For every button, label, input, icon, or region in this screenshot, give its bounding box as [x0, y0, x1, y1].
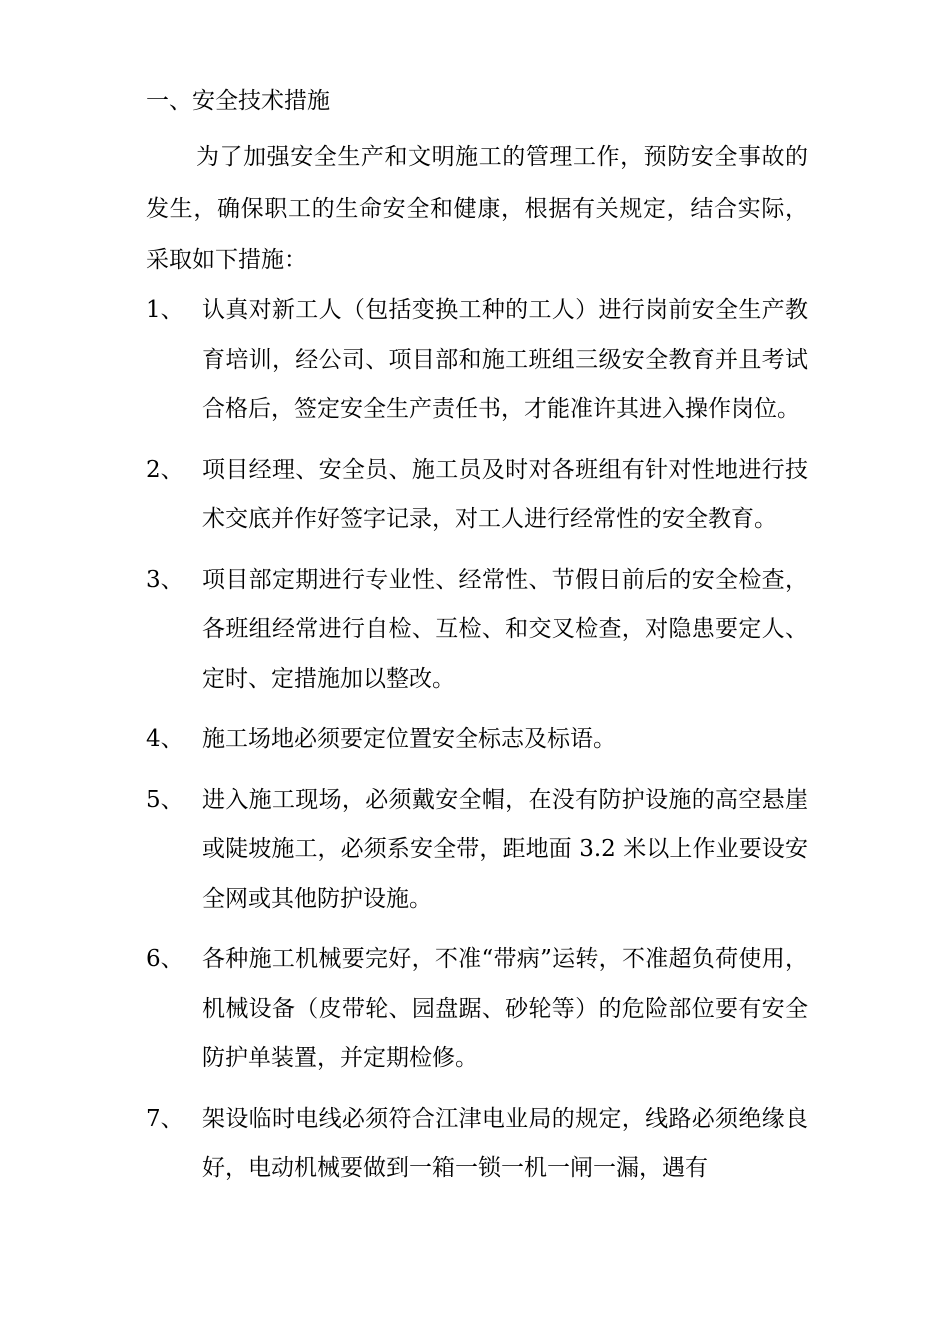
- item-text: 认真对新工人（包括变换工种的工人）进行岗前安全生产教育培训，经公司、项目部和施工班组三级安全教育并且考试合格后，签定安全生产责任书，才能准许其进入操作岗位。: [202, 297, 808, 422]
- item-text: 项目经理、安全员、施工员及时对各班组有针对性地进行技术交底并作好签字记录，对工人进行经常性的安全教育。: [202, 456, 808, 532]
- item-text: 进入施工现场，必须戴安全帽，在没有防护设施的高空悬崖或陡坡施工，必须系安全带，距地面 3.2 米以上作业要设安全网或其他防护设施。: [202, 786, 808, 912]
- item-text: 施工场地必须要定位置安全标志及标语。: [202, 726, 616, 752]
- intro-paragraph: 为了加强安全生产和文明施工的管理工作，预防安全事故的发生，确保职工的生命安全和健康，根据有关规定，结合实际，采取如下措施：: [146, 144, 808, 273]
- list-item: [146, 715, 808, 765]
- item-text: 架设临时电线必须符合江津电业局的规定，线路必须绝缘良好，电动机械要做到一箱一锁一机一闸一漏，遇有: [202, 1105, 808, 1181]
- measures-list: [146, 286, 808, 1205]
- item-number: 4、: [146, 726, 184, 752]
- list-item: [146, 776, 808, 925]
- item-number: 3、: [146, 566, 184, 593]
- list-item: [146, 935, 808, 1084]
- list-item: [146, 1095, 808, 1194]
- section-heading: 一、安全技术措施: [146, 88, 330, 114]
- item-text: 项目部定期进行专业性、经常性、节假日前后的安全检查，各班组经常进行自检、互检、和交叉检查，对隐患要定人、定时、定措施加以整改。: [202, 566, 808, 692]
- item-number: 6、: [146, 946, 184, 972]
- list-item: [146, 286, 808, 435]
- list-item: [146, 556, 808, 705]
- item-number: 2、: [146, 456, 184, 483]
- item-number: 1、: [146, 297, 184, 323]
- item-number: 7、: [146, 1105, 184, 1132]
- item-text: 各种施工机械要完好，不准“带病”运转，不准超负荷使用，机械设备（皮带轮、园盘踞、砂轮等）的危险部位要有安全防护单装置，并定期检修。: [202, 946, 808, 1071]
- list-item: [146, 446, 808, 545]
- item-number: 5、: [146, 786, 184, 813]
